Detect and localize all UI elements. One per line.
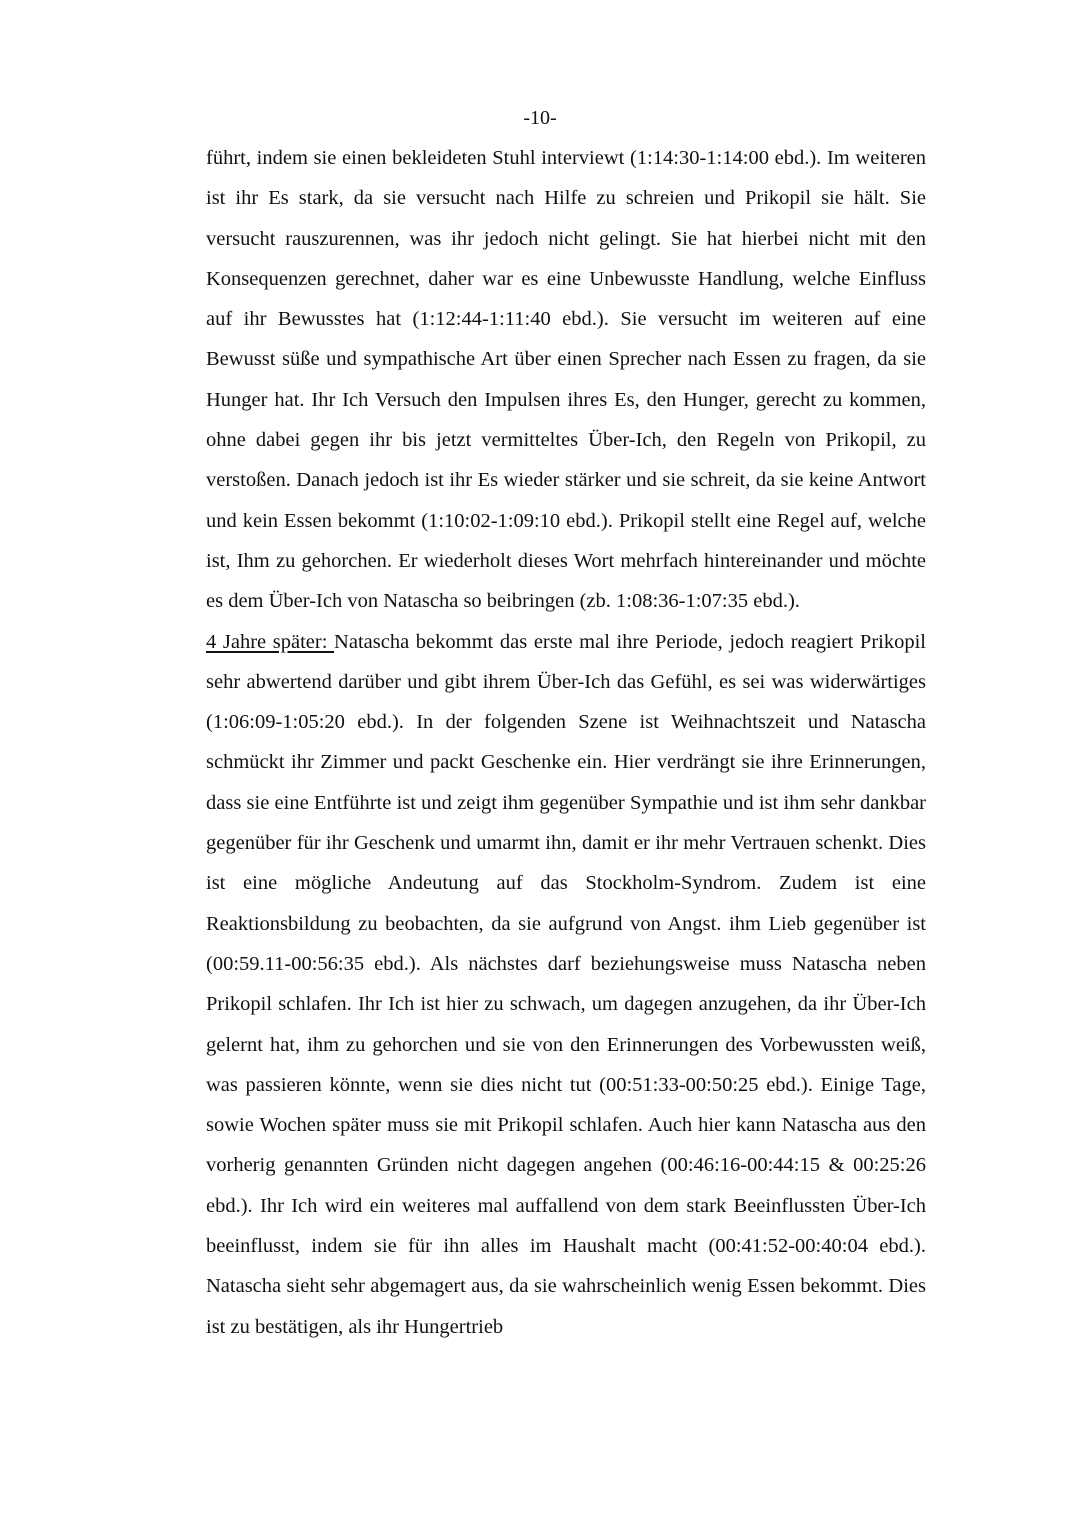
paragraph-2-text: Natascha bekommt das erste mal ihre Periode, jedoch reagiert Prikopil sehr abwertend darüber und gibt ihrem Über-Ich das Gefühl, es sei was widerwärtiges (1:06:09-1:05:20 ebd.). In der folgenden Szene ist Weihnachtszeit und Natascha schmückt ihr Zimmer und packt Geschenke ein. Hier verdrängt sie ihre Erinnerungen, dass sie eine Entführte ist und zeigt ihm gegenüber Sympathie und ist ihm sehr dankbar gegenüber für ihr Geschenk und umarmt ihn, damit er ihr mehr Vertrauen schenkt. Dies ist eine mögliche Andeutung auf das Stockholm-Syndrom. Zudem ist eine Reaktionsbildung zu beobachten, da sie aufgrund von Angst. ihm Lieb gegenüber ist (00:59.11-00:56:35 ebd.). Als nächstes darf beziehungsweise muss Natascha neben Prikopil schlafen. Ihr Ich ist hier zu schwach, um dagegen anzugehen, da ihr Über-Ich gelernt hat, ihm zu gehorchen und sie von den Erinnerungen des Vorbewussten weiß, was passieren könnte, wenn sie dies nicht tut (00:51:33-00:50:25 ebd.). Einige Tage, sowie Wochen später muss sie mit Prikopil schlafen. Auch hier kann Natascha aus den vorherig genannten Gründen nicht dagegen angehen (00:46:16-00:44:15 & 00:25:26 ebd.). Ihr Ich wird ein weiteres mal auffallend von dem stark Beeinflussten Über-Ich beeinflusst, indem sie für ihn alles im Haushalt macht (00:41:52-00:40:04 ebd.). Natascha sieht sehr abgemagert aus, da sie wahrscheinlich wenig Essen bekommt. Dies ist zu bestätigen, als ihr Hungertrieb bbox=[206, 630, 926, 1338]
paragraph-2 bbox=[206, 622, 926, 1347]
section-heading-4-jahre-spaeter: 4 Jahre später: bbox=[206, 630, 335, 653]
page-number: -10- bbox=[523, 107, 557, 129]
paragraph-1: führt, indem sie einen bekleideten Stuhl interviewt (1:14:30-1:14:00 ebd.). Im weiteren ist ihr Es stark, da sie versucht nach Hilfe zu schreien und Prikopil sie hält. Sie versucht rauszurennen, was ihr jedoch nicht gelingt. Sie hat hierbei nicht mit den Konsequenzen gerechnet, daher war es eine Unbewusste Handlung, welche Einfluss auf ihr Bewusstes hat (1:12:44-1:11:40 ebd.). Sie versucht im weiteren auf eine Bewusst süße und sympathische Art über einen Sprecher nach Essen zu fragen, da sie Hunger hat. Ihr Ich Versuch den Impulsen ihres Es, den Hunger, gerecht zu kommen, ohne dabei gegen ihr bis jetzt vermitteltes Über-Ich, den Regeln von Prikopil, zu verstoßen. Danach jedoch ist ihr Es wieder stärker und sie schreit, da sie keine Antwort und kein Essen bekommt (1:10:02-1:09:10 ebd.). Prikopil stellt eine Regel auf, welche ist, Ihm zu gehorchen. Er wiederholt dieses Wort mehrfach hintereinander und möchte es dem Über-Ich von Natascha so beibringen (zb. 1:08:36-1:07:35 ebd.). bbox=[206, 147, 926, 613]
document-body bbox=[206, 138, 926, 1347]
